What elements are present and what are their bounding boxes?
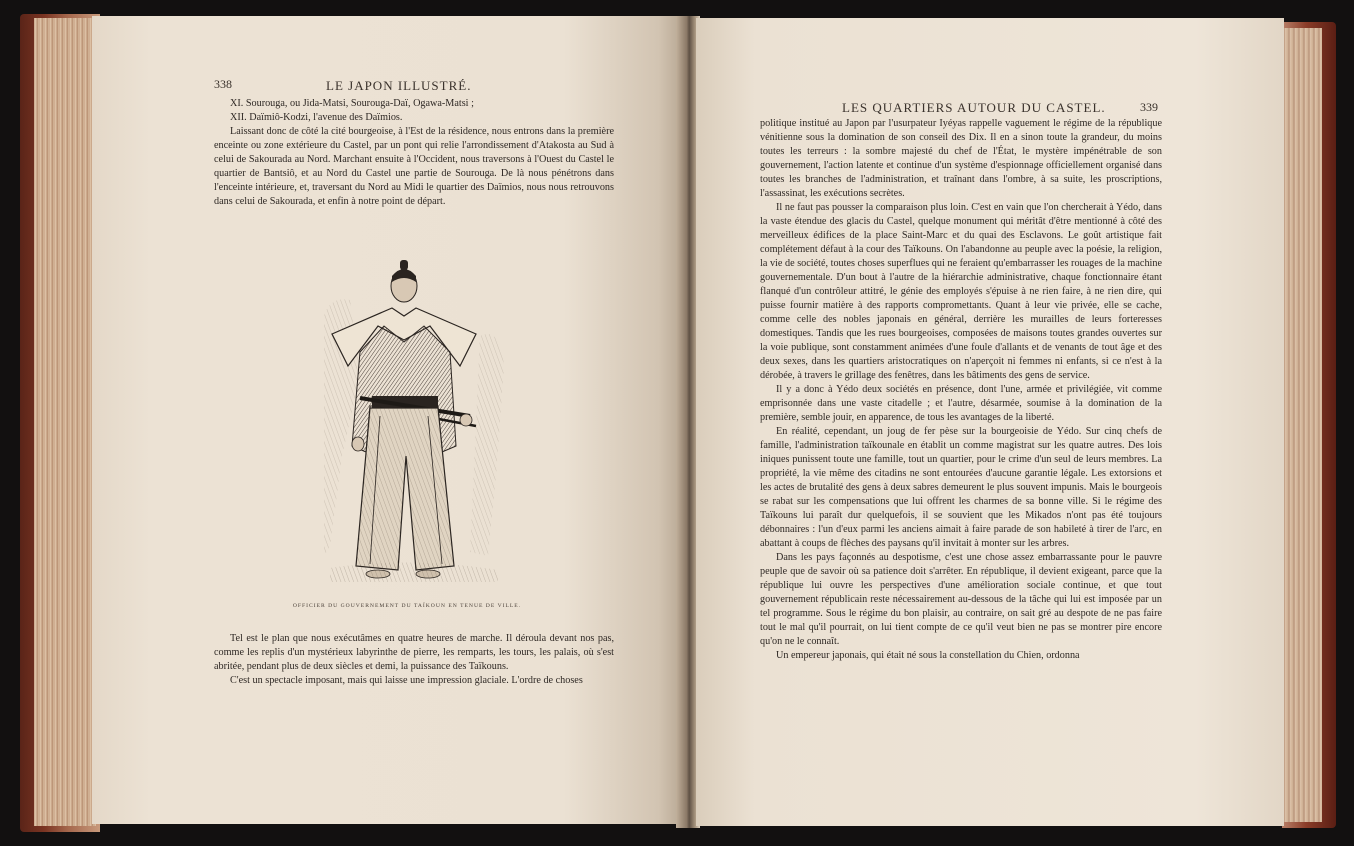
page-edges-right — [1282, 28, 1322, 822]
paragraph: Dans les pays façonnés au despotisme, c'est une chose assez embarrassante pour le pauvre peuple que de savoir où sa patience doit s'arrêter. En république, il devient exigeant, parce que la république lui ouvre les perspectives d'une amélioration sociale continue, et que tout gouvernement républicain reste nécessairement au-dessous de la tâche qui lui est imposée par un tel programme. Sous le régime du bon plaisir, au contraire, on sait gré au despote de ne pas faire tout le mal qu'il pourrait, on lui tient compte de ce qu'il veut bien ne pas se montrer pire encore qu'on ne le connaît. — [760, 552, 1162, 647]
paragraph: Il y a donc à Yédo deux sociétés en présence, dont l'une, armée et privilégiée, vit comme emprisonnée dans une vaste citadelle ; et l'autre, désarmée, soumise à la domination de la première, semble jouir, en apparence, de tous les avantages de la liberté. — [760, 384, 1162, 423]
paragraph: Il ne faut pas pousser la comparaison plus loin. C'est en vain que l'on chercherait à Yédo, dans la vaste étendue des glacis du Castel, quelque monument qui méritât d'être mentionné à côté des merveilleux édifices de la place Saint-Marc et du quai des Esclavons. Le goût artistique fait complétement défaut à la cour des Taïkouns. On l'abandonne au peuple avec la poésie, la religion, la vie de société, toutes choses superflues qui ne feraient qu'embarrasser les rouages de la machine gouvernementale. D'un bout à l'autre de la hiérarchie administrative, chaque fonctionnaire étant flanqué d'un contrôleur attitré, le génie des employés s'épuise à ne rien faire, à ne rien dire, qui puisse fournir matière à des rapports compromettants. Quant à leur vie privée, elle se cache, comme celle des nobles japonais en général, derrière les murailles de leurs forteresses domestiques. Tandis que les rues bourgeoises, composées de maisons toutes grandes ouvertes sur la voie publique, sont constamment animées d'une foule d'allants et de venants de tout âge et des deux sexes, dans les quartiers aristocratiques on n'aperçoit ni femmes ni enfants, si ce n'est à la dérobée, à travers le grillage des fenêtres, dans les bâtiments des gens de service. — [760, 202, 1162, 381]
illustration-caption: OFFICIER DU GOUVERNEMENT DU TAÏKOUN EN TENUE DE VILLE. — [292, 603, 522, 609]
paragraph: Un empereur japonais, qui était né sous la constellation du Chien, ordonna — [776, 650, 1080, 661]
left-page-text-bottom — [214, 632, 614, 688]
samurai-officer-illustration — [320, 256, 508, 586]
left-page-number: 338 — [214, 77, 232, 91]
list-item: XI. Sourouga, ou Jida-Matsi, Sourouga-Daï, Ogawa-Matsi ; — [230, 98, 474, 109]
right-page-number: 339 — [1140, 100, 1158, 114]
paragraph: En réalité, cependant, un joug de fer pèse sur la bourgeoisie de Yédo. Sur cinq chefs de famille, l'administration taïkounale en établit un comme magistrat sur les quatre autres. Des lois iniques punissent toute une famille, tout un quartier, pour le crime d'un seul de leurs membres. La propriété, la vie même des citadins ne sont entourées d'aucune garantie légale. Les extorsions et les actes de brutalité des gens à deux sabres demeurent le plus souvent impunis. Mais le bourgeois se rabat sur les compensations que lui offrent les charmes de sa bonne ville. Si le régime des Taïkouns lui paraît dur quelquefois, il se souvient que les Mikados n'ont pas été toujours débonnaires : l'un d'eux parmi les anciens aimait à faire parade de son habileté à tirer de l'arc, en abattant à coups de flèches des paysans qu'il invitait à monter sur les arbres. — [760, 426, 1162, 549]
right-page-text — [760, 117, 1162, 663]
left-running-head: LE JAPON ILLUSTRÉ. — [326, 78, 472, 93]
left-page-text-top — [214, 97, 614, 209]
page-edges-left — [34, 18, 96, 826]
paragraph: Laissant donc de côté la cité bourgeoise, à l'Est de la résidence, nous entrons dans la première enceinte ou zone extérieure du Castel, par un pont qui relie l'arrondissement d'Atakosta au Sud à celui de Sakourada au Nord. Marchant ensuite à l'Occident, nous traversons à l'Ouest du Castel le quartier de Bantsiô, et au Nord du Castel une partie de Sourouga. De là nous pénétrons dans l'enceinte intérieure, et, traversant du Nord au Midi le quartier des Daïmios, nous nous retrouvons dans celui de Sakourada, et enfin à notre point de départ. — [214, 126, 614, 207]
paragraph: Tel est le plan que nous exécutâmes en quatre heures de marche. Il déroula devant nos pas, comme les replis d'un mystérieux labyrinthe de pierre, les remparts, les tours, les palais, où s'est abritée, pendant plus de deux siècles et demi, la puissance des Taïkouns. — [214, 633, 614, 672]
right-running-head: LES QUARTIERS AUTOUR DU CASTEL. — [842, 100, 1106, 115]
paragraph: C'est un spectacle imposant, mais qui laisse une impression glaciale. L'ordre de choses — [230, 675, 583, 686]
list-item: XII. Daïmiô-Kodzi, l'avenue des Daïmios. — [230, 112, 403, 123]
paragraph: politique institué au Japon par l'usurpateur Iyéyas rappelle vaguement le régime de la république vénitienne sous la domination de son conseil des Dix. Il en a sinon toute la grandeur, du moins toutes les terreurs : la sombre majesté du chef de l'État, le mystère impénétrable de son gouvernement, l'action latente et continue d'un système d'espionnage officiellement organisé dans toutes les branches de l'administration, et traînant dans l'ombre, à sa suite, les proscriptions, l'assassinat, les exécutions secrètes. — [760, 118, 1162, 199]
